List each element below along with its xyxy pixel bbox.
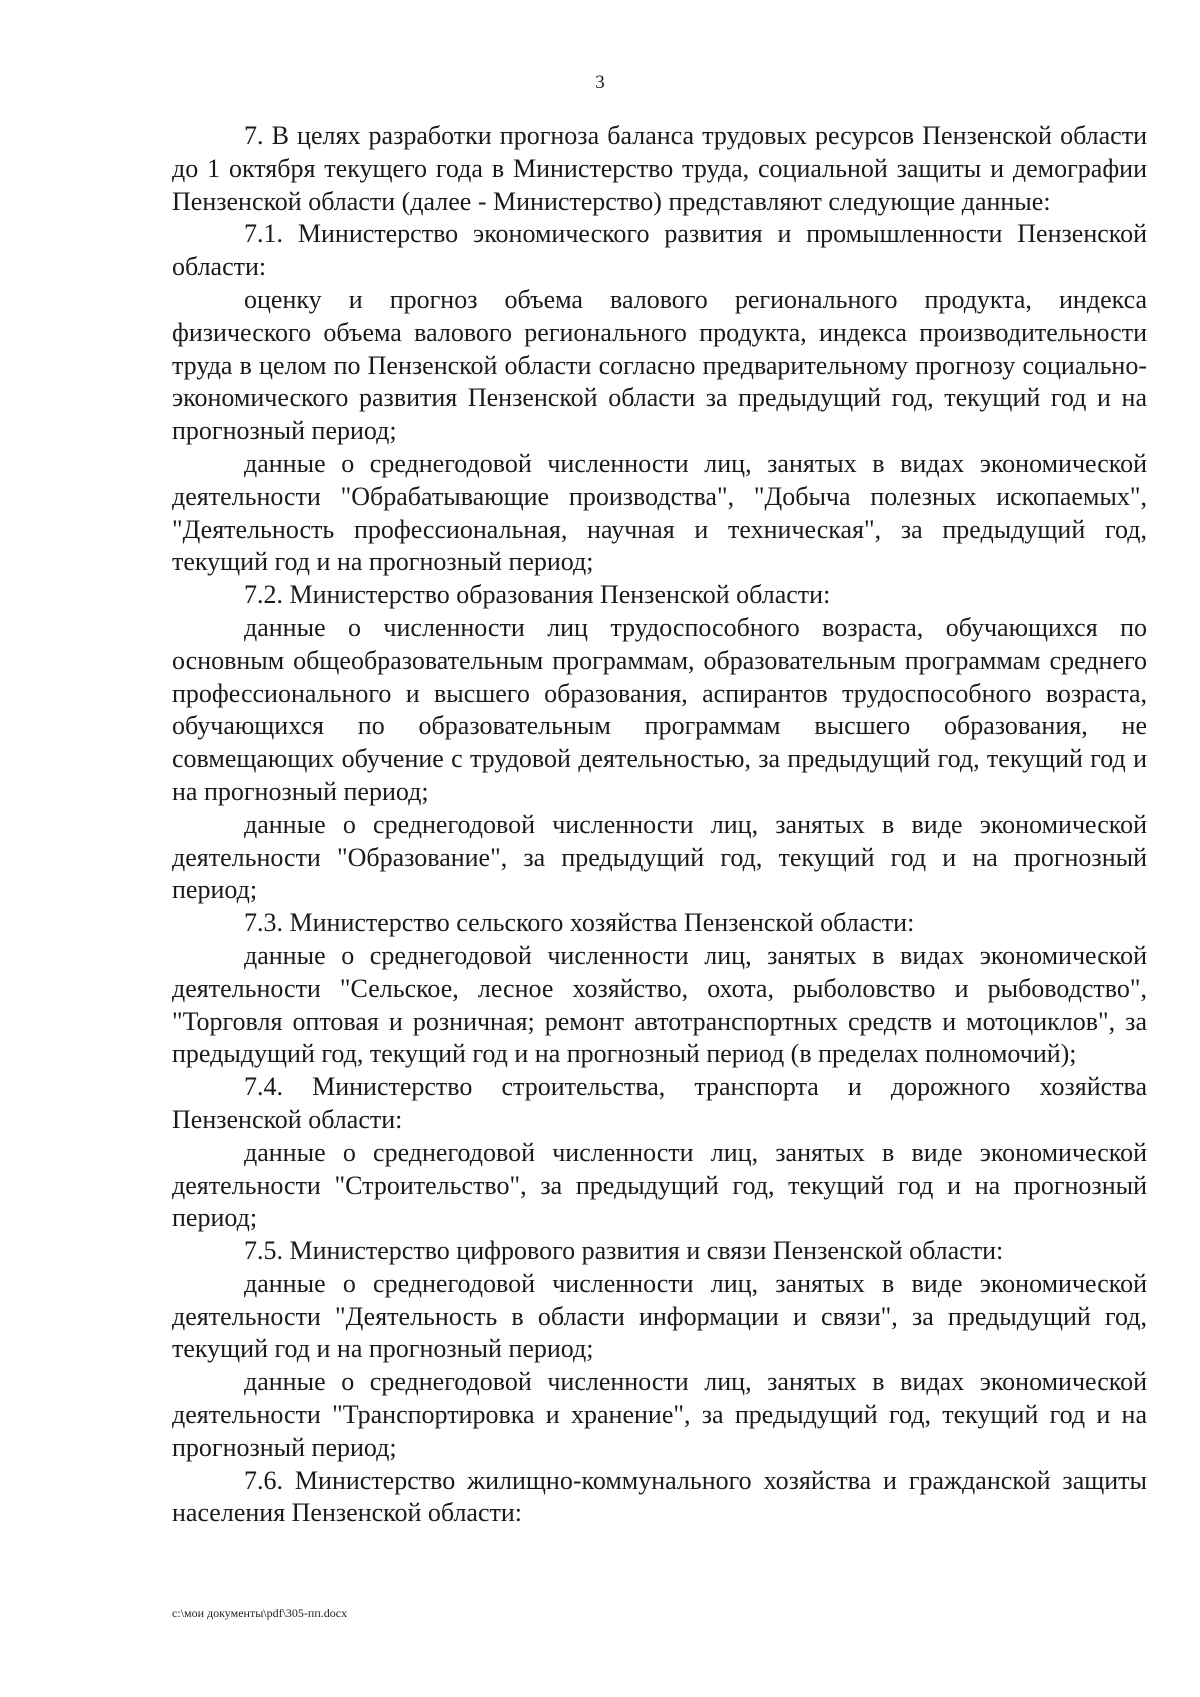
paragraph-7-4-heading: 7.4. Министерство строительства, транспорта и дорожного хозяйства Пензенской области: [172,1072,1147,1134]
paragraph-7-6-heading: 7.6. Министерство жилищно-коммунального хозяйства и гражданской защиты населения Пензенской области: [172,1465,1147,1528]
paragraph-7-2-item-2: данные о среднегодовой численности лиц, занятых в виде экономической деятельности "Образование", за предыдущий год, текущий год и на прогнозный период; [172,809,1147,905]
paragraph-7-2-item-1: данные о численности лиц трудоспособного возраста, обучающихся по основным общеобразовательным программам, образовательным программам среднего профессионального и высшего образования, аспирантов трудоспособного возраста, обучающихся по образовательным программам высшего образования, не совмещающих обучение с трудовой деятельностью, за предыдущий год, текущий год и на прогнозный период; [172,612,1147,806]
paragraph-7-1-item-2: данные о среднегодовой численности лиц, занятых в видах экономической деятельности "Обрабатывающие производства", "Добыча полезных ископаемых", "Деятельность профессиональная, научная и техническая", за предыдущий год, текущий год и на прогнозный период; [172,448,1147,577]
paragraph-7-5-item-2: данные о среднегодовой численности лиц, занятых в видах экономической деятельности "Транспортировка и хранение", за предыдущий год, текущий год и на прогнозный период; [172,1367,1147,1462]
paragraph-7-3-item-1: данные о среднегодовой численности лиц, занятых в видах экономической деятельности "Сельское, лесное хозяйство, охота, рыболовство и рыбоводство", "Торговля оптовая и розничная; ремонт автотранспортных средств и мотоциклов", за предыдущий год, текущий год и на прогнозный период (в пределах полномочий); [172,940,1147,1069]
footer-file-path: c:\мои документы\pdf\305-пп.docx [172,1606,348,1620]
paragraph-7-1-item-1: оценку и прогноз объема валового регионального продукта, индекса физического объема валового регионального продукта, индекса производительности труда в целом по Пензенской области согласно предварительному прогнозу социально-экономического развития Пензенской области за предыдущий год, текущий год и на прогнозный период; [172,284,1147,446]
paragraph-7-5-item-1: данные о среднегодовой численности лиц, занятых в виде экономической деятельности "Деятельность в области информации и связи", за предыдущий год, текущий год и на прогнозный период; [172,1268,1147,1364]
paragraph-7-4-item-1: данные о среднегодовой численности лиц, занятых в виде экономической деятельности "Строительство", за предыдущий год, текущий год и на прогнозный период; [172,1137,1147,1233]
paragraph-7-2-heading: 7.2. Министерство образования Пензенской области: [244,580,831,610]
paragraph-7-1-heading: 7.1. Министерство экономического развития и промышленности Пензенской области: [172,219,1147,282]
paragraph-7-3-heading: 7.3. Министерство сельского хозяйства Пензенской области: [244,908,915,938]
document-body [172,120,1147,1530]
page-number: 3 [595,72,605,93]
paragraph-7-5-heading: 7.5. Министерство цифрового развития и связи Пензенской области: [244,1236,1004,1266]
paragraph-7: 7. В целях разработки прогноза баланса трудовых ресурсов Пензенской области до 1 октября текущего года в Министерство труда, социальной защиты и демографии Пензенской области (далее - Министерство) представляют следующие данные: [172,121,1147,216]
